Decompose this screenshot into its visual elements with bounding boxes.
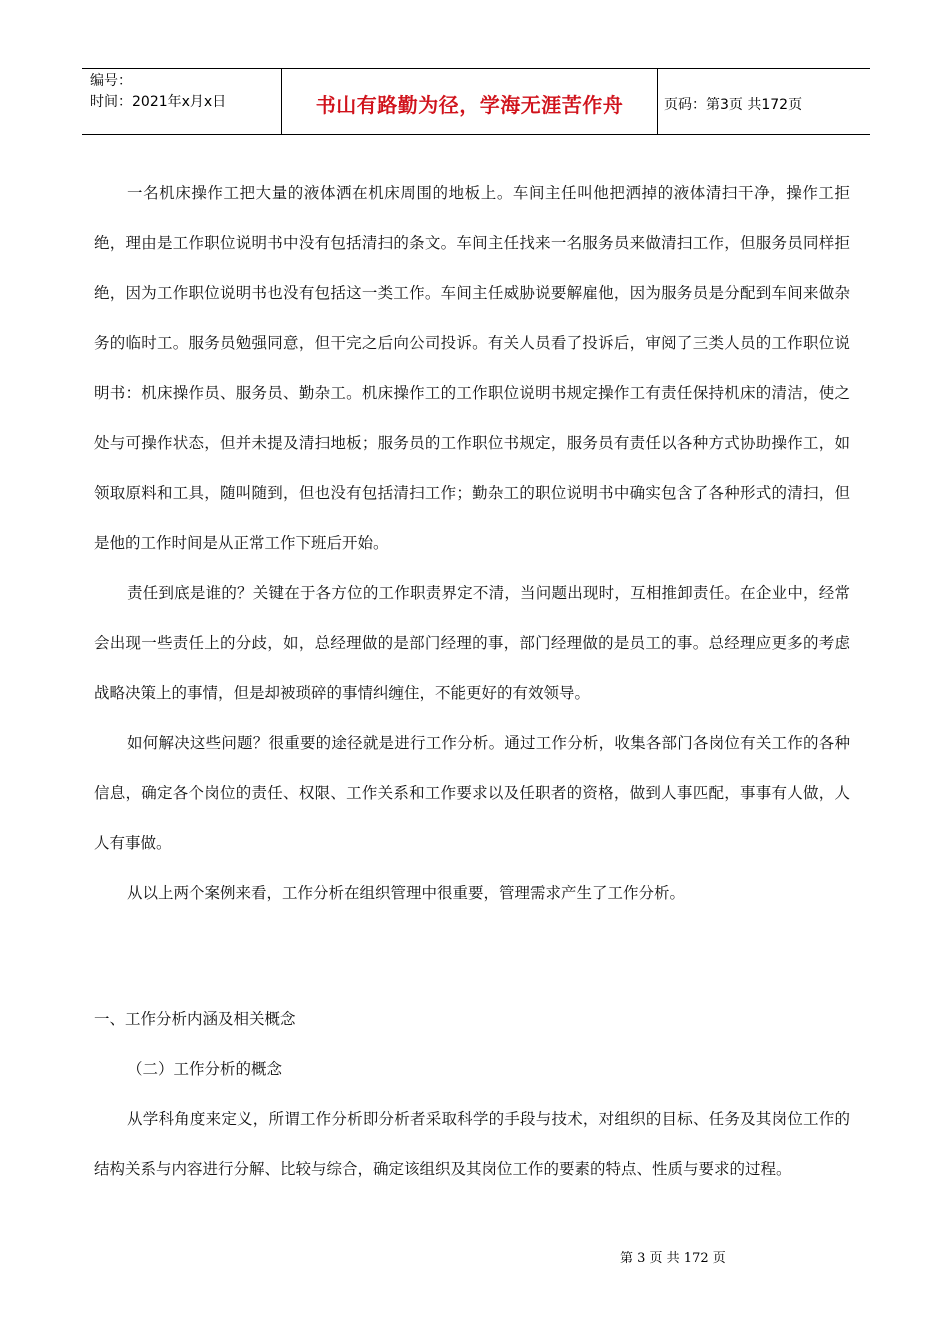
page-header [82,68,870,135]
document-body [94,168,850,1194]
paragraph-conclusion: 从以上两个案例来看，工作分析在组织管理中很重要，管理需求产生了工作分析。 [127,884,686,902]
paragraph-definition: 从学科角度来定义，所谓工作分析即分析者采取科学的手段与技术，对组织的目标、任务及其岗位工作的结构关系与内容进行分解、比较与综合，确定该组织及其岗位工作的要素的特点、性质与要求的过程。 [94,1110,850,1178]
document-time-label: 时间：2021年x月x日 [90,94,227,110]
section-spacer [94,918,850,994]
header-meta-cell [82,69,282,134]
header-motto: 书山有路勤为径，学海无涯苦作舟 [282,69,658,134]
subsection-heading: （二）工作分析的概念 [127,1060,283,1078]
paragraph-solution: 如何解决这些问题？很重要的途径就是进行工作分析。通过工作分析，收集各部门各岗位有关工作的各种信息，确定各个岗位的责任、权限、工作关系和工作要求以及任职者的资格，做到人事匹配，事事有人做，人人有事做。 [94,734,850,852]
section-heading: 一、工作分析内涵及相关概念 [94,1010,296,1028]
header-page-info: 页码：第3页 共172页 [664,96,803,113]
paragraph-case-story: 一名机床操作工把大量的液体洒在机床周围的地板上。车间主任叫他把洒掉的液体清扫干净，操作工拒绝，理由是工作职位说明书中没有包括清扫的条文。车间主任找来一名服务员来做清扫工作，但服务员同样拒绝，因为工作职位说明书也没有包括这一类工作。车间主任威胁说要解雇他，因为服务员是分配到车间来做杂务的临时工。服务员勉强同意，但干完之后向公司投诉。有关人员看了投诉后，审阅了三类人员的工作职位说明书：机床操作员、服务员、勤杂工。机床操作工的工作职位说明书规定操作工有责任保持机床的清洁，使之处与可操作状态，但并未提及清扫地板；服务员的工作职位书规定，服务员有责任以各种方式协助操作工，如领取原料和工具，随叫随到，但也没有包括清扫工作；勤杂工的职位说明书中确实包含了各种形式的清扫，但是他的工作时间是从正常工作下班后开始。 [94,184,850,552]
document-number-label: 编号： [90,73,132,89]
page-footer: 第 3 页 共 172 页 [620,1251,726,1266]
paragraph-responsibility: 责任到底是谁的？关键在于各方位的工作职责界定不清，当问题出现时，互相推卸责任。在企业中，经常会出现一些责任上的分歧，如，总经理做的是部门经理的事，部门经理做的是员工的事。总经理应更多的考虑战略决策上的事情，但是却被琐碎的事情纠缠住，不能更好的有效领导。 [94,584,850,702]
